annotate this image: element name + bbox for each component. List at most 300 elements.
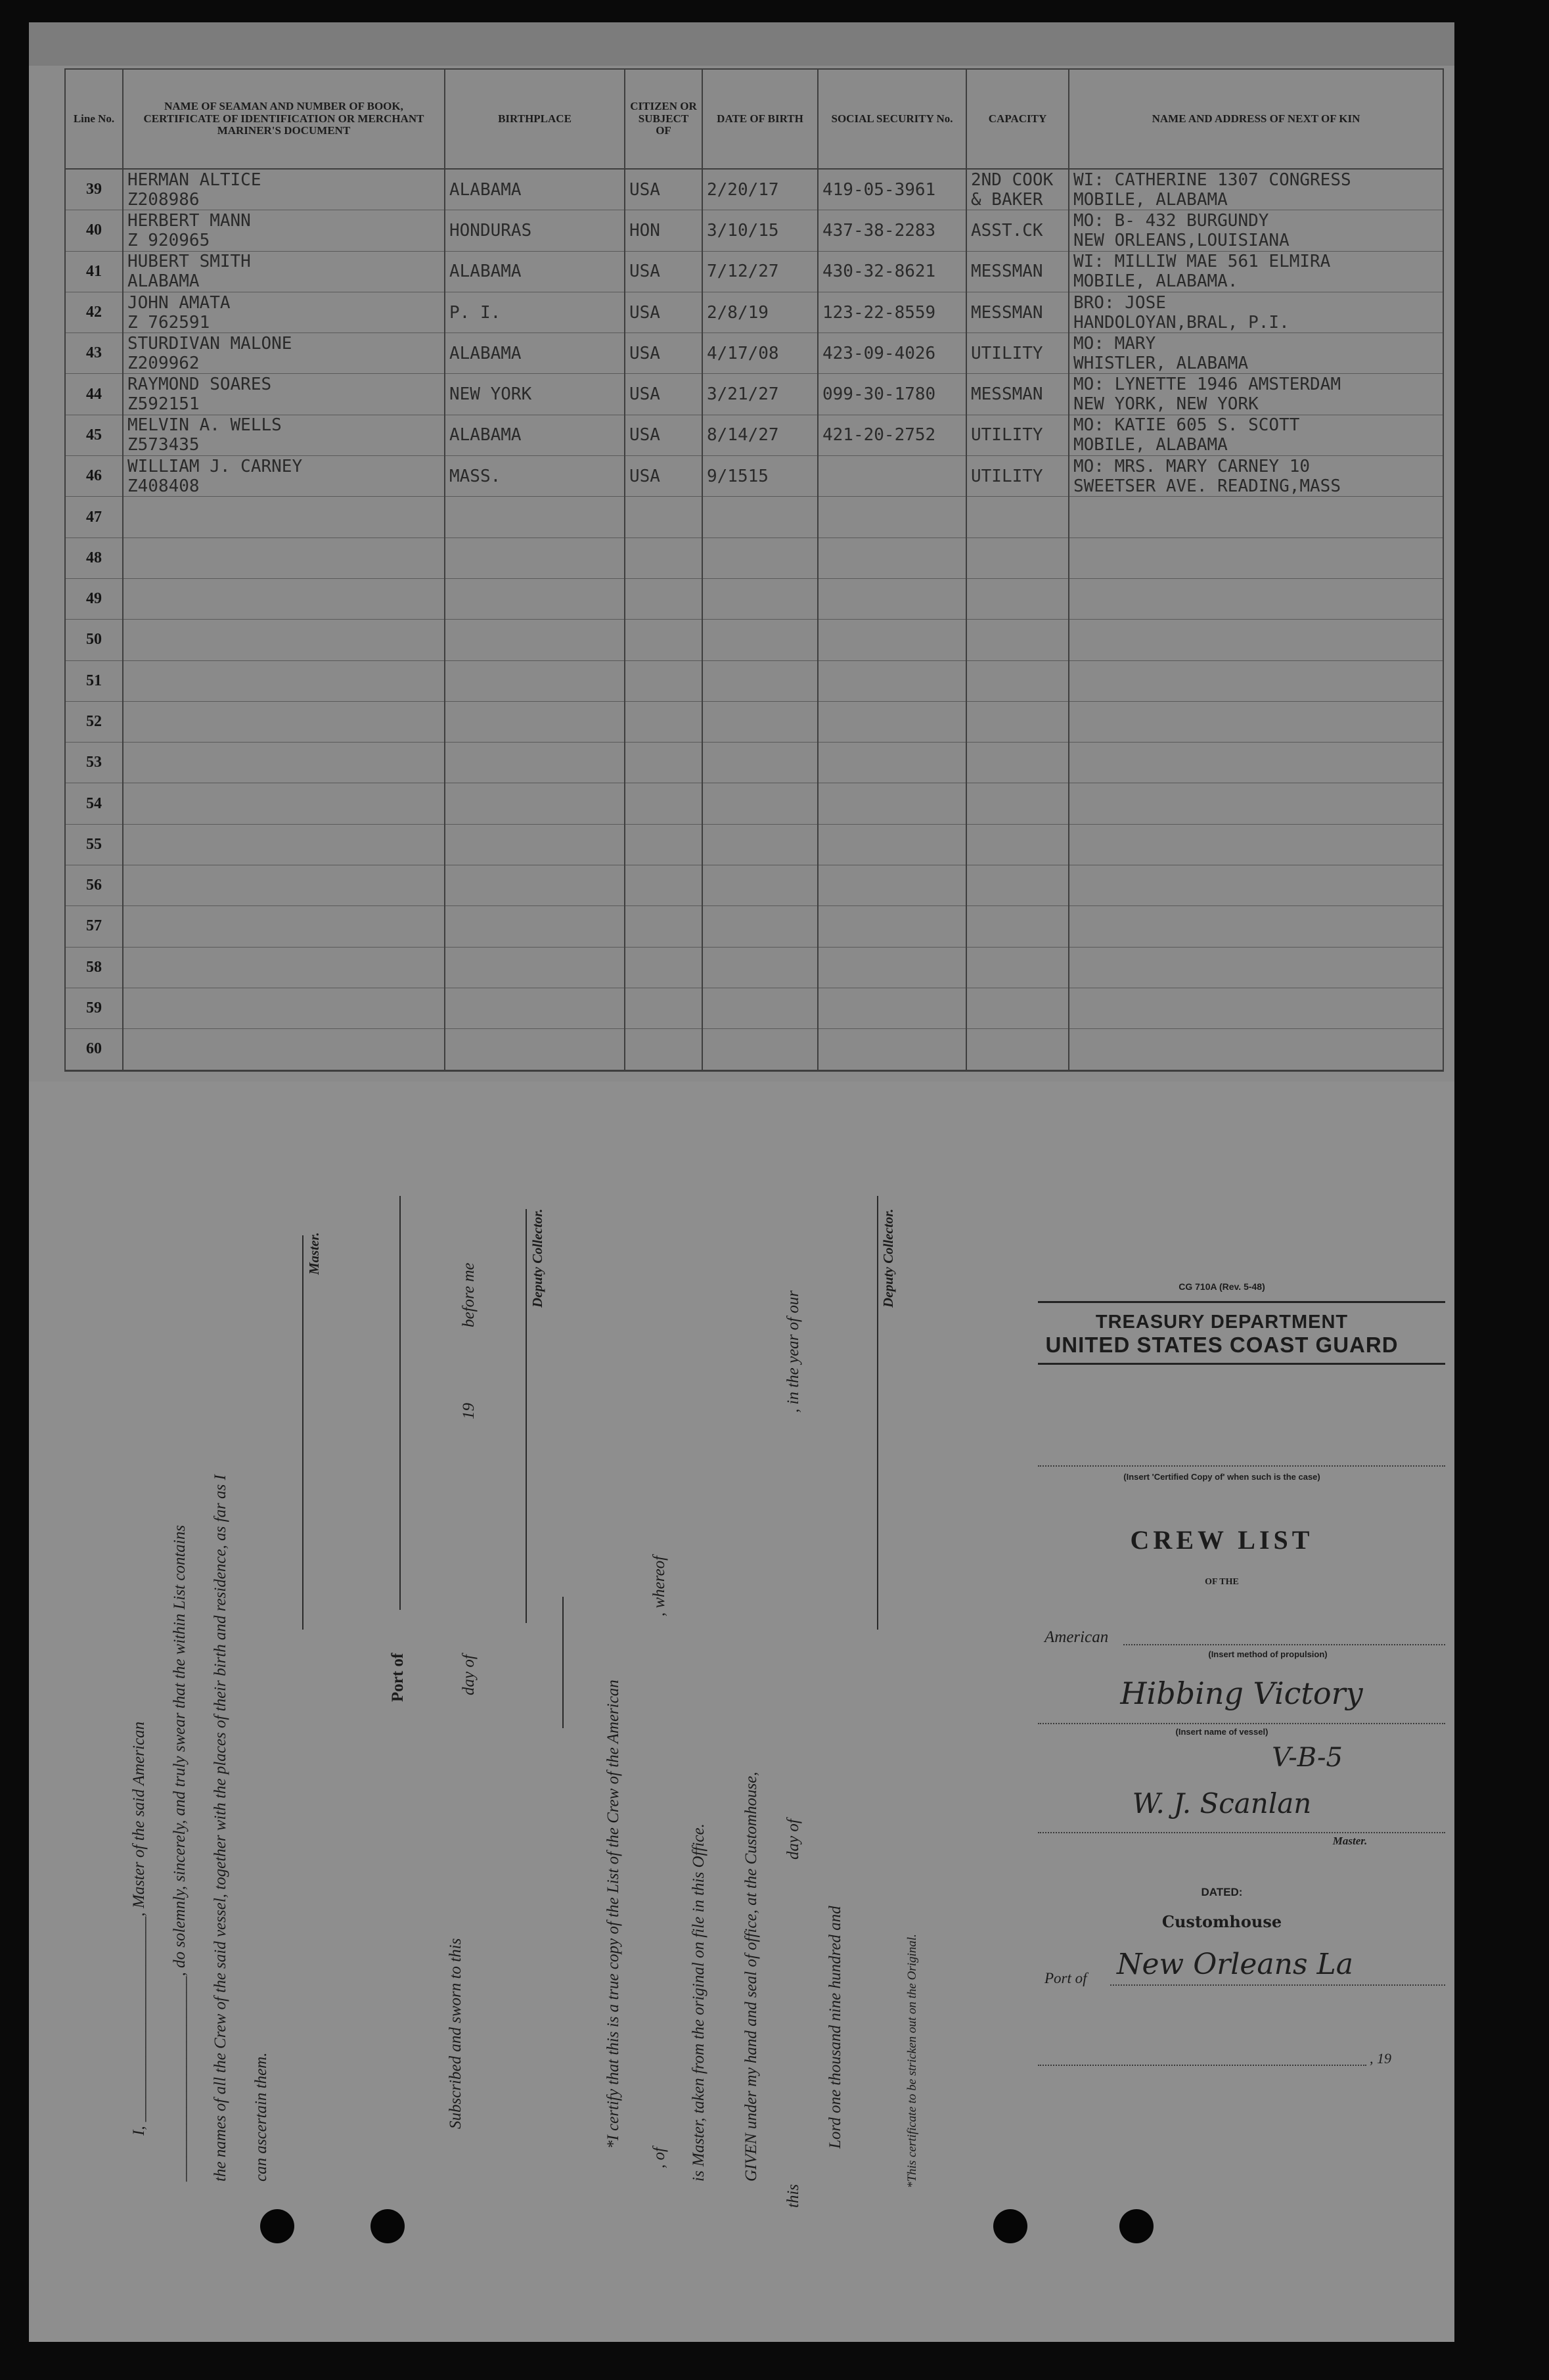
oath-master-label: Master. [306,1232,322,1275]
cell-dob [702,374,818,415]
cell-birthplace [445,743,625,783]
given-line-2: this [784,2184,802,2208]
deputy-short-line [562,1597,564,1728]
cell-line-text: 59 [86,999,102,1017]
cell-kin-text: MO: MARY [1073,333,1156,354]
cell-capacity-text: UTILITY [971,466,1043,486]
table-row [65,1029,1443,1070]
cell-citizen-text: HON [629,220,660,240]
cell-birthplace [445,456,625,497]
cell-citizen-text: USA [629,425,660,446]
cell-kin-text: NEW YORK, NEW YORK [1073,394,1259,415]
cell-ssn [818,169,966,210]
cell-name [123,783,445,824]
cell-capacity [966,743,1069,783]
cell-name [123,988,445,1028]
table-header-row [65,69,1443,169]
cell-name [123,169,445,210]
cell-citizen-text: USA [629,302,660,323]
cell-name [123,251,445,292]
cell-line-text: 42 [86,304,102,321]
cell-line [65,169,123,210]
cell-capacity [966,865,1069,906]
table-row [65,497,1443,538]
cell-ssn [818,824,966,865]
cell-kin-text: NEW ORLEANS,LOUISIANA [1073,230,1290,250]
cell-name [123,333,445,374]
table-row [65,169,1443,210]
cell-name [123,660,445,701]
cell-line [65,456,123,497]
cell-citizen [625,865,702,906]
propulsion-line [1123,1644,1445,1645]
cell-kin-text: MOBILE, ALABAMA [1073,435,1228,455]
cell-birthplace [445,374,625,415]
cell-capacity [966,210,1069,251]
cell-kin [1069,783,1443,824]
cell-dob [702,620,818,660]
cell-capacity [966,988,1069,1028]
cell-ssn [818,415,966,455]
cell-line [65,333,123,374]
cell-name-text: STURDIVAN MALONE [127,333,292,354]
cell-citizen [625,701,702,742]
cell-name [123,374,445,415]
table-row [65,988,1443,1028]
given-line-4: , in the year of our [784,1290,802,1413]
cell-kin-text: WI: MILLIW MAE 561 ELMIRA [1073,252,1331,272]
cell-birthplace [445,906,625,947]
cell-birthplace-text: P. I. [449,302,501,323]
cell-ssn [818,906,966,947]
cell-capacity [966,824,1069,865]
oath-line-4: can ascertain them. [252,2052,270,2182]
cell-kin [1069,743,1443,783]
cell-birthplace-text: ALABAMA [449,425,522,446]
cell-kin-text: MOBILE, ALABAMA. [1073,271,1238,292]
cell-dob-text: 8/14/27 [707,425,779,446]
cell-capacity [966,660,1069,701]
cell-ssn [818,292,966,332]
header-citizen: CITIZEN OR SUBJECT OF [625,69,702,169]
table-row [65,292,1443,332]
cell-dob [702,660,818,701]
cell-kin [1069,988,1443,1028]
cell-name [123,538,445,578]
cell-birthplace-text: ALABAMA [449,343,522,363]
sworn-line-3: 19 [460,1403,478,1419]
cell-ssn [818,578,966,619]
vessel-name: Hibbing Victory [1120,1676,1363,1711]
punch-hole [370,2209,405,2243]
cell-birthplace [445,947,625,988]
cell-ssn-text: 423-09-4026 [822,343,936,363]
table-row [65,743,1443,783]
cell-line-text: 40 [86,221,102,239]
cell-ssn-text: 123-22-8559 [822,302,936,323]
cell-ssn [818,660,966,701]
cell-ssn [818,988,966,1028]
cell-line-text: 53 [86,754,102,771]
cell-ssn-text: 421-20-2752 [822,425,936,446]
cell-dob [702,292,818,332]
oath-line-2: _________________________, do solemnly, sincerely, and truly swear that the within List contains [171,1524,189,2182]
cell-capacity [966,415,1069,455]
master-signature: W. J. Scanlan [1132,1787,1312,1819]
cell-citizen-text: USA [629,179,660,200]
cell-dob-text: 7/12/27 [707,262,779,282]
cell-name [123,210,445,251]
cert-line-1: *I certify that this is a true copy of the List of the Crew of the American [604,1680,622,2149]
sworn-line-1: Subscribed and sworn to this [447,1938,464,2129]
cell-birthplace [445,701,625,742]
cell-dob [702,947,818,988]
cell-capacity [966,456,1069,497]
cert-line-4: is Master, taken from the original on file in this Office. [690,1823,707,2182]
dated-label: DATED: [1201,1886,1243,1898]
oath-line-3: the names of all the Crew of the said vessel, together with the places of their birth and residence, as far as I [212,1475,229,2182]
cell-line [65,210,123,251]
cell-kin [1069,210,1443,251]
cell-birthplace-text: MASS. [449,466,501,486]
cell-line-text: 56 [86,877,102,894]
cell-capacity [966,906,1069,947]
cell-name [123,865,445,906]
cell-line-text: 45 [86,426,102,444]
cell-line [65,1029,123,1070]
crew-list-cover [1012,1248,1432,2136]
cell-name-text: HERMAN ALTICE [127,170,261,190]
vessel-code: V-B-5 [1272,1743,1343,1773]
cell-line [65,251,123,292]
cell-birthplace [445,538,625,578]
cell-birthplace-text: HONDURAS [449,220,532,240]
punch-hole [993,2209,1027,2243]
cell-citizen [625,824,702,865]
cell-line [65,701,123,742]
cell-citizen [625,660,702,701]
cell-kin [1069,824,1443,865]
cell-capacity [966,701,1069,742]
cell-name-text: Z408408 [127,476,200,496]
cell-line [65,374,123,415]
cell-birthplace [445,620,625,660]
cell-name [123,415,445,455]
cell-dob [702,988,818,1028]
cell-kin [1069,497,1443,538]
cell-name-text: MELVIN A. WELLS [127,415,282,436]
table-row [65,333,1443,374]
cell-kin-text: MO: B- 432 BURGUNDY [1073,210,1269,231]
cell-name [123,701,445,742]
cell-kin [1069,906,1443,947]
punch-hole [1119,2209,1154,2243]
cell-citizen-text: USA [629,466,660,486]
cell-dob [702,333,818,374]
cell-kin [1069,538,1443,578]
cell-ssn [818,865,966,906]
table-row [65,783,1443,824]
cell-birthplace [445,1029,625,1070]
deputy-line-2 [877,1196,878,1630]
cell-citizen [625,947,702,988]
cell-name-text: WILLIAM J. CARNEY [127,456,303,476]
cell-name-text: Z209962 [127,353,200,373]
cell-capacity-text: UTILITY [971,425,1043,446]
table-row [65,374,1443,415]
cell-line-text: 52 [86,713,102,730]
cell-ssn [818,620,966,660]
table-row [65,538,1443,578]
header-name: NAME OF SEAMAN AND NUMBER OF BOOK, CERTIFICATE OF IDENTIFICATION OR MERCHANT MARINER'S DOCUMENT [123,69,445,169]
table-row [65,906,1443,947]
certified-copy-hint: (Insert 'Certified Copy of' when such is the case) [1123,1472,1320,1482]
cell-birthplace [445,333,625,374]
cell-birthplace-text: NEW YORK [449,384,532,405]
cell-ssn [818,947,966,988]
cell-kin-text: WI: CATHERINE 1307 CONGRESS [1073,170,1351,190]
cell-dob [702,1029,818,1070]
vessel-line [1038,1723,1445,1724]
port-line [1110,1984,1445,1986]
cell-ssn [818,1029,966,1070]
cell-birthplace [445,783,625,824]
cell-line-text: 57 [86,917,102,935]
cell-line-text: 47 [86,508,102,526]
cell-name [123,947,445,988]
given-line-1: GIVEN under my hand and seal of office, at the Customhouse, [742,1772,760,2182]
cell-line-text: 44 [86,385,102,403]
cell-birthplace [445,251,625,292]
cell-kin [1069,865,1443,906]
cell-dob [702,251,818,292]
cell-kin [1069,251,1443,292]
cell-line [65,947,123,988]
cell-line-text: 55 [86,835,102,853]
cell-kin-text: MOBILE, ALABAMA [1073,189,1228,210]
cell-capacity [966,497,1069,538]
cert-line-2: , of [650,2147,668,2168]
cell-birthplace [445,415,625,455]
cell-ssn [818,538,966,578]
cell-dob [702,783,818,824]
cell-birthplace [445,169,625,210]
cell-line-text: 60 [86,1040,102,1058]
table-row [65,456,1443,497]
cell-line-text: 43 [86,344,102,362]
cell-capacity [966,578,1069,619]
cell-capacity-text: & BAKER [971,189,1043,210]
deputy-label-1: Deputy Collector. [529,1208,545,1308]
port-line [399,1196,401,1610]
port-of-label: Port of [1044,1970,1087,1986]
cell-citizen [625,1029,702,1070]
cell-capacity [966,538,1069,578]
cell-dob [702,538,818,578]
cell-citizen [625,169,702,210]
header-dob: DATE OF BIRTH [702,69,818,169]
cell-name-text: HERBERT MANN [127,210,251,231]
cell-capacity-text: ASST.CK [971,220,1043,240]
cell-line [65,743,123,783]
propulsion-hint: (Insert method of propulsion) [1208,1649,1328,1659]
cell-citizen [625,538,702,578]
oath-section [112,1156,1031,2208]
american-label: American [1044,1628,1109,1646]
oath-line-1: I, _________________________, Master of the said American [130,1721,148,2136]
cell-citizen [625,333,702,374]
master-line [1038,1832,1445,1833]
cell-dob [702,169,818,210]
cell-birthplace [445,210,625,251]
cell-capacity [966,374,1069,415]
punch-hole [260,2209,294,2243]
cell-birthplace-text: ALABAMA [449,179,522,200]
top-strip [29,22,1454,66]
cell-dob-text: 2/20/17 [707,179,779,200]
cell-name [123,824,445,865]
cell-line-text: 46 [86,467,102,485]
cell-kin [1069,333,1443,374]
cell-line [65,906,123,947]
cell-kin [1069,415,1443,455]
cell-citizen-text: USA [629,343,660,363]
cell-birthplace [445,497,625,538]
cell-ssn [818,210,966,251]
cell-name-text: ALABAMA [127,271,200,292]
cell-citizen [625,497,702,538]
cell-ssn [818,374,966,415]
cell-kin [1069,169,1443,210]
cell-dob [702,701,818,742]
cell-ssn [818,701,966,742]
table-row [65,947,1443,988]
cell-name [123,292,445,332]
table-row [65,578,1443,619]
table-row [65,620,1443,660]
cell-citizen [625,456,702,497]
cell-birthplace-text: ALABAMA [449,262,522,282]
cell-line-text: 49 [86,590,102,608]
cell-citizen [625,578,702,619]
cell-dob-text: 3/21/27 [707,384,779,405]
cell-line [65,865,123,906]
cell-capacity [966,1029,1069,1070]
cell-name [123,620,445,660]
cell-capacity [966,620,1069,660]
cell-dob-text: 2/8/19 [707,302,769,323]
cell-dob [702,456,818,497]
table-row [65,210,1443,251]
cell-kin-text: WHISTLER, ALABAMA [1073,353,1249,373]
cell-birthplace [445,292,625,332]
cell-line [65,415,123,455]
date-line [1038,2065,1366,2066]
cell-capacity [966,251,1069,292]
cell-name [123,906,445,947]
cell-ssn [818,743,966,783]
cell-ssn [818,333,966,374]
cell-citizen [625,251,702,292]
cell-kin-text: MO: LYNETTE 1946 AMSTERDAM [1073,375,1341,395]
cell-dob [702,578,818,619]
cell-dob [702,497,818,538]
cell-citizen-text: USA [629,384,660,405]
master-label: Master. [1332,1835,1368,1847]
cell-capacity [966,169,1069,210]
cell-dob [702,906,818,947]
cell-citizen [625,374,702,415]
cell-dob [702,824,818,865]
cell-capacity-text: UTILITY [971,343,1043,363]
cell-line [65,620,123,660]
cell-ssn-text: 419-05-3961 [822,179,936,200]
table-row [65,251,1443,292]
form-rule [1038,1363,1445,1365]
cell-kin [1069,660,1443,701]
cell-name-text: Z 920965 [127,230,210,250]
cell-dob [702,865,818,906]
form-title: CREW LIST [1130,1525,1314,1555]
cert-line-3: , whereof [650,1555,668,1616]
cell-citizen [625,988,702,1028]
cell-kin [1069,292,1443,332]
cell-kin [1069,456,1443,497]
cell-citizen [625,906,702,947]
cell-line [65,538,123,578]
header-birthplace: BIRTHPLACE [445,69,625,169]
cell-name-text: RAYMOND SOARES [127,375,272,395]
cell-kin [1069,374,1443,415]
cell-kin-text: HANDOLOYAN,BRAL, P.I. [1073,312,1290,332]
deputy-label-2: Deputy Collector. [880,1208,896,1308]
cell-kin-text: MO: MRS. MARY CARNEY 10 [1073,456,1311,476]
cell-dob-text: 3/10/15 [707,220,779,240]
form-code: CG 710A (Rev. 5-48) [1179,1281,1265,1292]
cell-dob [702,743,818,783]
cell-name [123,578,445,619]
cell-name-text: HUBERT SMITH [127,252,251,272]
cell-line-text: 48 [86,549,102,566]
cell-citizen [625,415,702,455]
cell-line-text: 51 [86,672,102,689]
cell-kin [1069,701,1443,742]
table-row [65,701,1443,742]
cell-citizen-text: USA [629,262,660,282]
cell-citizen [625,292,702,332]
oath-port-of: Port of [389,1653,407,1702]
cell-ssn [818,251,966,292]
cell-name-text: Z208986 [127,189,200,210]
cell-capacity-text: 2ND COOK [971,170,1054,190]
cell-ssn [818,783,966,824]
cell-kin-text: BRO: JOSE [1073,292,1166,313]
cell-kin [1069,578,1443,619]
cell-ssn [818,497,966,538]
table-row [65,865,1443,906]
certificate-footnote: *This certificate to be stricken out on the Original. [905,1934,919,2188]
given-line-3: day of [784,1819,802,1860]
cell-ssn-text: 437-38-2283 [822,220,936,240]
cell-ssn-text: 099-30-1780 [822,384,936,405]
cell-line [65,578,123,619]
crew-table-body [65,169,1443,1070]
certified-copy-line [1038,1465,1445,1467]
department-name: TREASURY DEPARTMENT [1095,1312,1349,1333]
cell-citizen [625,210,702,251]
cell-capacity [966,333,1069,374]
cell-kin [1069,1029,1443,1070]
